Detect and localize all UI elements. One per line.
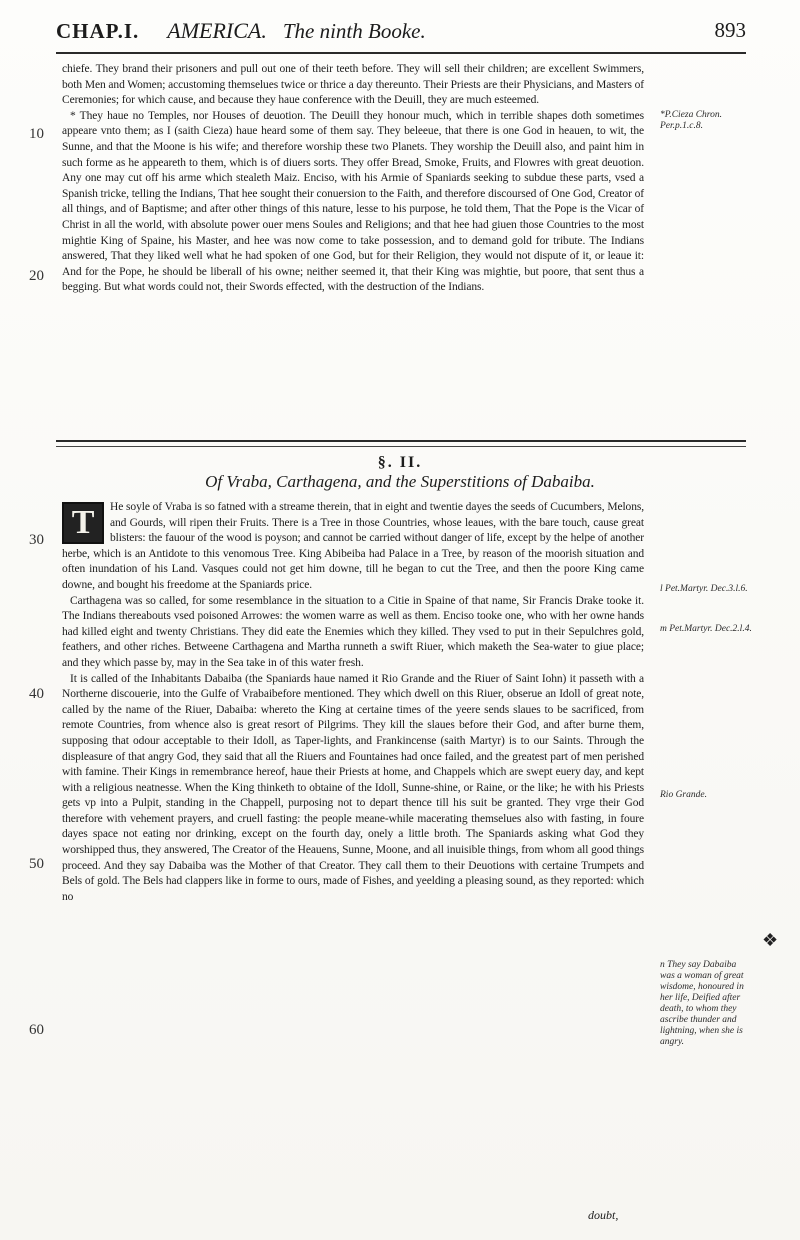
line-number: 30 (29, 532, 44, 548)
chapter-label: CHAP.I. (56, 19, 140, 43)
section-number: §. II. (377, 454, 423, 471)
text-block-top (62, 62, 644, 296)
margin-note: n They say Dabaiba was a woman of great wisdome, honoured in her life, Deified after death, to whom they ascribe thunder and lightning, when she is angry. (660, 960, 744, 1047)
line-number: 60 (29, 1022, 44, 1038)
margin-note: m Pet.Martyr. Dec.2.l.4. (660, 624, 752, 634)
line-number: 20 (29, 268, 44, 284)
line-number: 50 (29, 856, 44, 872)
page-number: 893 (714, 18, 746, 42)
text-block-section (62, 500, 644, 905)
book-title: The ninth Booke. (282, 19, 426, 43)
paragraph: It is called of the Inhabitants Dabaiba (the Spaniards haue named it Rio Grande and the Riuer of Saint Iohn) it passeth with a Northerne discouerie, into the Gulfe of Vrabaibefore mentioned. They which dwell on this Riuer, obserue an Idoll of great note, called by the name of the Riuer, Dabaiba: whereto the King at certaine times of the yeere sends slaues to be sacrificed, from remote Countries, from whence also is great resort of Pilgrims. They kill the slaues before their God, and after burne them, supposing that odour acceptable to their Idoll, as Taper-lights, and Frankincense (saith Martyr) is to our Saints. Through the displeasure of that angry God, they said that all the Riuers and Fountaines had once failed, and the greatest part of men perished with famine. Their Kings in remembrance hereof, haue their Priests at home, and Chappels which are swept euery day, and kept with a religious neatnesse. When the King thinketh to obtaine of the Idoll, Sunne-shine, or Raine, or the like; he with his Priests gets vp into a Pulpit, standing in the Chappell, purposing not to depart thence till his suit be granted. They vrge their God therefore with vehement prayers, and cruell fasting: the people meane-while macerating themselues also with fasting, in foure dayes space not eating nor drinking, except on the fourth day, onely a little broth. The Spaniards asking what God they worshipped thus, they answered, The Creator of the Heauens, Sunne, Moone, and all inuisible things, from whom all good things proceed. And they say Dabaiba was the Mother of that Creator. They call them to their Deuotions with certaine Trumpets and Bels of gold. The Bels had clappers like in forme to ours, made of Fishes, and yeelding a pleasing sound, as they reported: which no (62, 672, 644, 903)
running-title: AMERICA. (167, 18, 267, 43)
section-rule-bottom (56, 446, 746, 447)
section-title: Of Vraba, Carthagena, and the Superstitions of Dabaiba. (205, 472, 595, 491)
paragraph: * They haue no Temples, nor Houses of deuotion. The Deuill they honour much, which in terrible shapes doth sometimes appeare vnto them; as I (saith Cieza) haue heard some of them say. They beleeue, that there is one God in heauen, to wit, the Sunne, and that the Moone is his wife; and therefore worship these two Planets. They worship the Deuill also, and paint him in such forme as he appeareth to them, which is of diuers sorts. They offer Bread, Smoke, Fruits, and Flowres with great deuotion. Any one may cut off his arme which stealeth Maiz. Enciso, with his Armie of Spaniards seeking to subdue these parts, vsed a Spanish tricke, telling the Indians, That hee sought their conuersion to the Faith, and therefore discoursed of One God, Creator of all things, and of Baptisme; and after other things of this nature, lesse to his purpose, he told them, That the Pope is the Vicar of Christ in all the world, with absolute power ouer mens Soules and Religions; and that hee had giuen those Countries to the most mightie King of Spaine, his Master, and hee was now come to take possession, and to demand gold for tribute. The Indians answered, That they liked well what he had spoken of one God, but for their Religion, they would not dispute of it, or leaue it: And for the Pope, he should be liberall of his owne; neither seemed it, that their King was mightie, but poore, that sent thus a begging. But what words could not, their Swords effected, with the destruction of the Indians. (62, 109, 644, 294)
drop-cap: T (62, 502, 104, 544)
margin-note: l Pet.Martyr. Dec.3.l.6. (660, 584, 748, 594)
paragraph: Carthagena was so called, for some resemblance in the situation to a Citie in Spaine of that name, Sir Francis Drake tooke it. The Indians thereabouts vsed poisoned Arrowes: the women warre as well as them. Enciso tooke one, who with her owne hands had killed eight and twenty Christians. They did eate the Enemies which they killed. They vsed to put in their Sepulchres gold, feathers, and other riches. Betweene Carthagena and Martha runneth a swift Riuer, which maketh the Sea-water to giue place; and they which passe by, may in the Sea take in of this water fresh. (62, 594, 644, 669)
margin-note: *P.Cieza Chron. Per.p.1.c.8. (660, 110, 723, 131)
header-rule (56, 52, 746, 54)
running-header (56, 18, 746, 48)
line-number: 10 (29, 126, 44, 142)
section-rule-top (56, 440, 746, 442)
manicule-mark-icon: ❖ (762, 930, 779, 950)
paragraph: He soyle of Vraba is so fatned with a streame therein, that in eight and twentie dayes the seeds of Cucumbers, Melons, and Gourds, will ripen their Fruits. There is a Tree in those Countries, whose leaues, with the bare touch, cause great blisters: the fauour of the wood is poyson; and cannot be carried without danger of life, except by the helpe of another herbe, which is an Antidote to this venomous Tree. King Abibeiba had Palace in a Tree, by reason of the moorish situation and often inundation of his Land. Vasques could not get him downe, till he began to cut the Tree, and then the poore King came downe, and bought his freedome at the Spaniards price. (62, 501, 644, 591)
margin-note: Rio Grande. (660, 790, 707, 800)
line-number: 40 (29, 686, 44, 702)
paragraph: chiefe. They brand their prisoners and pull out one of their teeth before. They will sell their children; are excellent Swimmers, both Men and Women; accustoming themselues twice or thrice a day thereunto. Their Priests are their Physicians, and Masters of Ceremonies; for which cause, and because they haue conference with the Deuill, they are much esteemed. (62, 63, 644, 107)
catchword: doubt, (588, 1208, 619, 1222)
